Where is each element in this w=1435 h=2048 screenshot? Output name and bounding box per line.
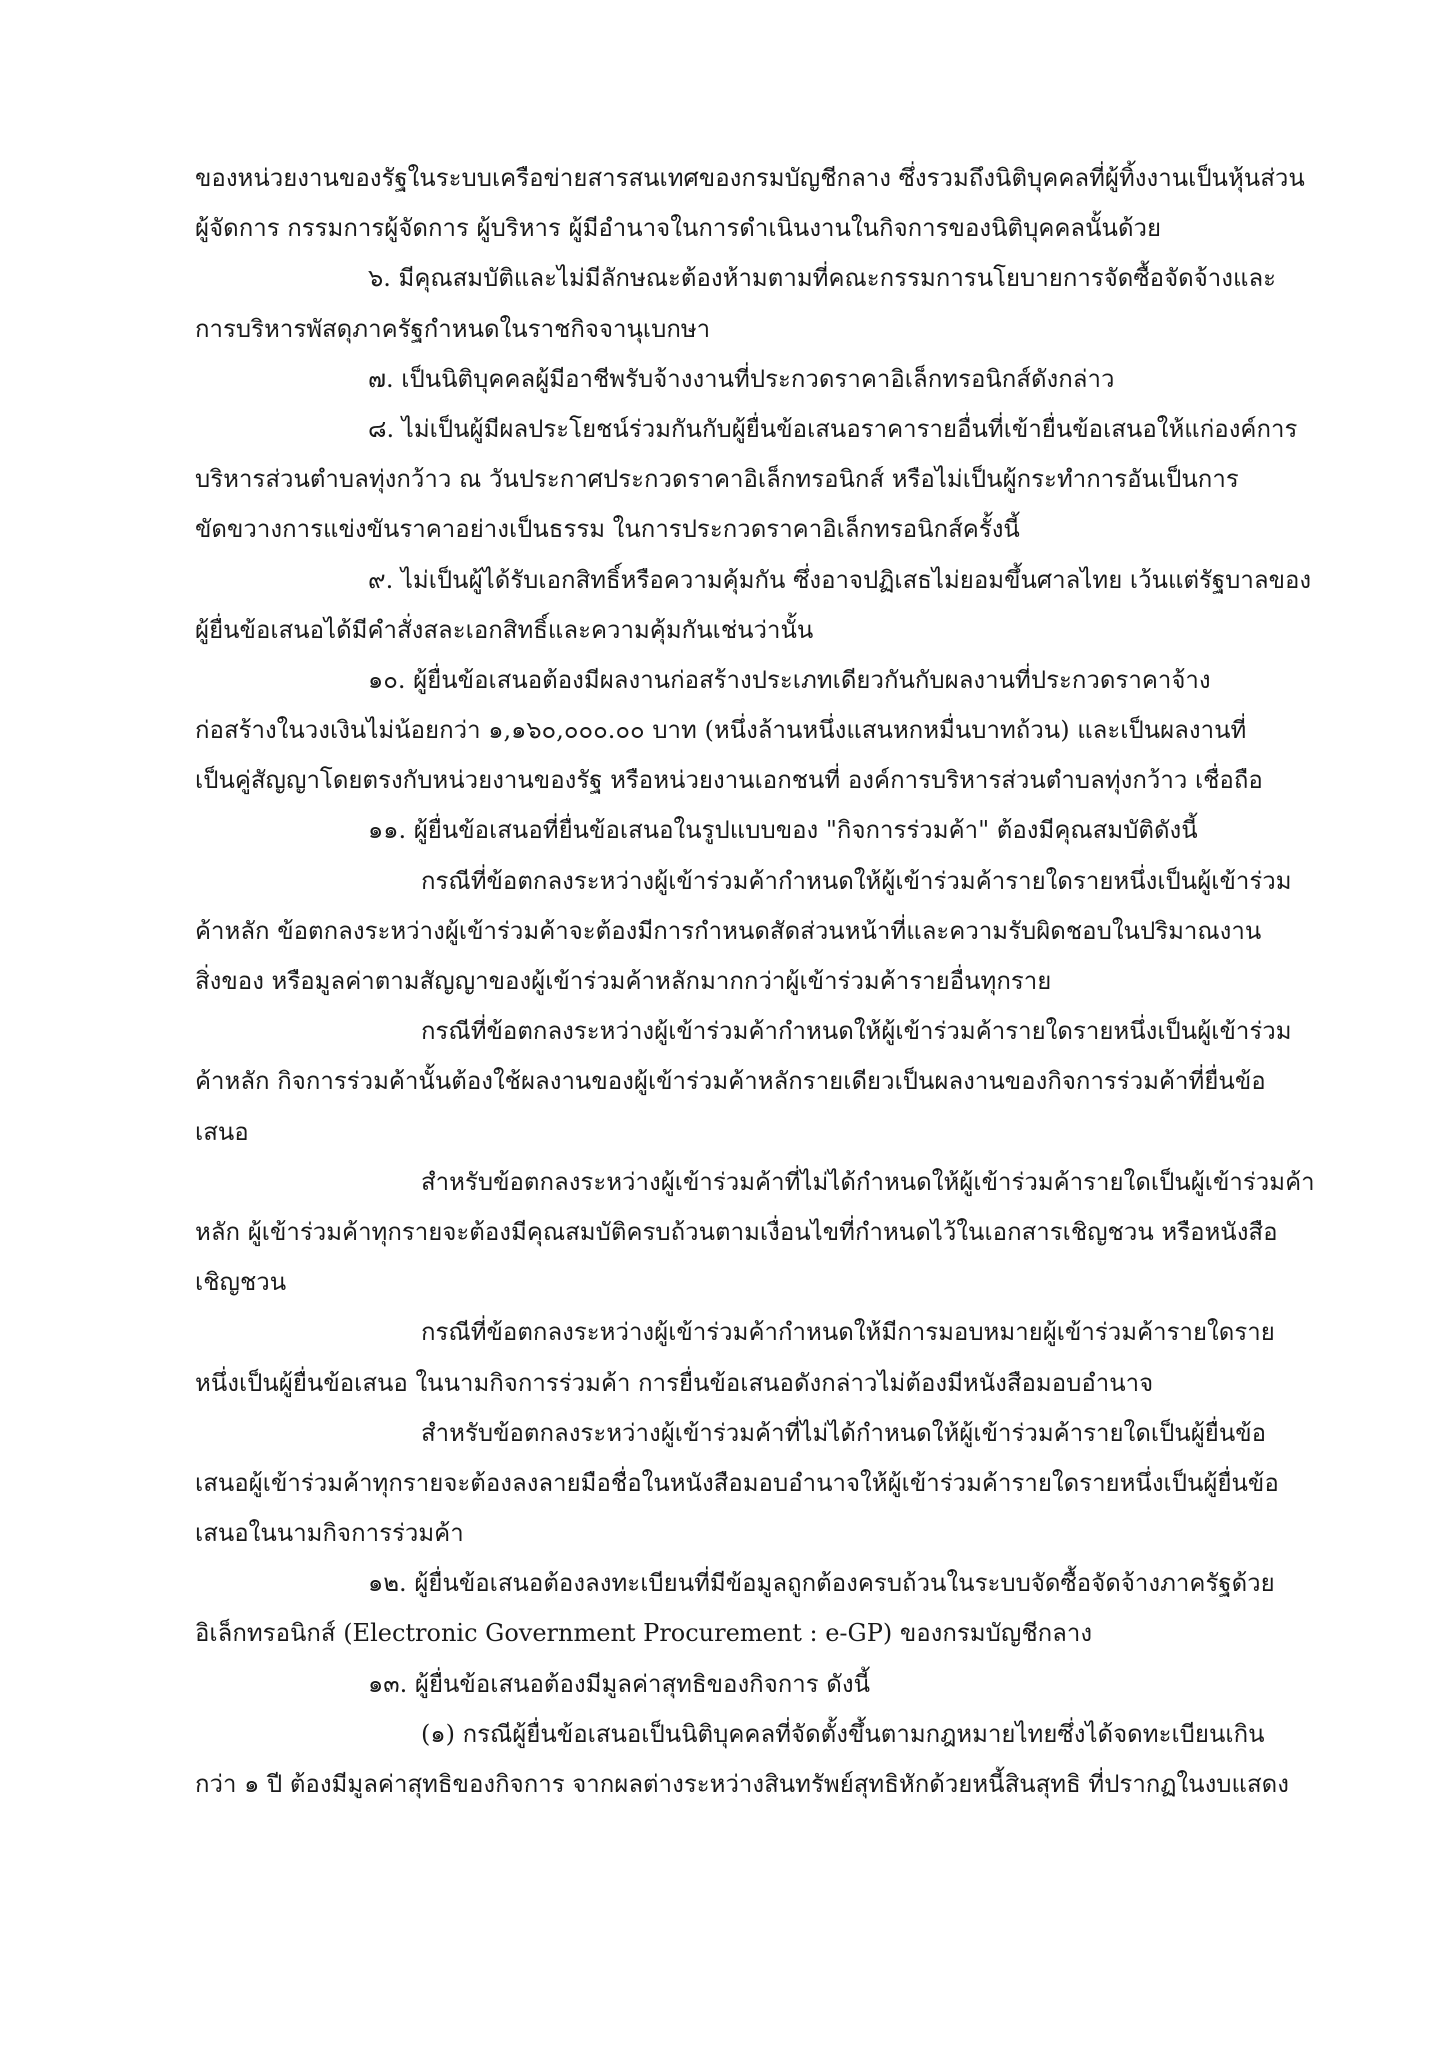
text-line: กรณีที่ข้อตกลงระหว่างผู้เข้าร่วมค้ากำหนดให้มีการมอบหมายผู้เข้าร่วมค้ารายใดราย xyxy=(421,1318,1275,1347)
text-line: ค้าหลัก กิจการร่วมค้านั้นต้องใช้ผลงานของผู้เข้าร่วมค้าหลักรายเดียวเป็นผลงานของกิจการร่วมค้าที่ยื่นข้อ xyxy=(195,1067,1266,1096)
text-line: ก่อสร้างในวงเงินไม่น้อยกว่า ๑,๑๖๐,๐๐๐.๐๐ บาท (หนึ่งล้านหนึ่งแสนหกหมื่นบาทถ้วน) และเป็นผลงานที่ xyxy=(195,716,1247,745)
document-body xyxy=(195,153,1320,1809)
text-line: เสนอ xyxy=(195,1117,249,1146)
text-line: ๖. มีคุณสมบัติและไม่มีลักษณะต้องห้ามตามที่คณะกรรมการนโยบายการจัดซื้อจัดจ้างและ xyxy=(368,264,1277,293)
text-line: บริหารส่วนตำบลทุ่งกว้าว ณ วันประกาศประกวดราคาอิเล็กทรอนิกส์ หรือไม่เป็นผู้กระทำการอันเป็นการ xyxy=(195,465,1239,494)
text-line: อิเล็กทรอนิกส์ (Electronic Government Procurement : e-GP) ของกรมบัญชีกลาง xyxy=(195,1619,1093,1648)
text-line: ผู้จัดการ กรรมการผู้จัดการ ผู้บริหาร ผู้มีอำนาจในการดำเนินงานในกิจการของนิติบุคคลนั้นด้วย xyxy=(195,214,1162,243)
text-line: กรณีที่ข้อตกลงระหว่างผู้เข้าร่วมค้ากำหนดให้ผู้เข้าร่วมค้ารายใดรายหนึ่งเป็นผู้เข้าร่วม xyxy=(421,1017,1292,1046)
text-line: เสนอผู้เข้าร่วมค้าทุกรายจะต้องลงลายมือชื่อในหนังสือมอบอำนาจให้ผู้เข้าร่วมค้ารายใดรายหนึ่งเป็นผู้ยื่นข้อ xyxy=(195,1468,1279,1497)
text-line: ๑๒. ผู้ยื่นข้อเสนอต้องลงทะเบียนที่มีข้อมูลถูกต้องครบถ้วนในระบบจัดซื้อจัดจ้างภาครัฐด้วย xyxy=(368,1569,1275,1598)
text-line: ขัดขวางการแข่งขันราคาอย่างเป็นธรรม ในการประกวดราคาอิเล็กทรอนิกส์ครั้งนี้ xyxy=(195,515,1020,544)
text-line: ๗. เป็นนิติบุคคลผู้มีอาชีพรับจ้างงานที่ประกวดราคาอิเล็กทรอนิกส์ดังกล่าว xyxy=(368,364,1115,393)
text-line: หลัก ผู้เข้าร่วมค้าทุกรายจะต้องมีคุณสมบัติครบถ้วนตามเงื่อนไขที่กำหนดไว้ในเอกสารเชิญชวน หรือหนังสือ xyxy=(195,1217,1278,1246)
text-line: สำหรับข้อตกลงระหว่างผู้เข้าร่วมค้าที่ไม่ได้กำหนดให้ผู้เข้าร่วมค้ารายใดเป็นผู้ยื่นข้อ xyxy=(421,1418,1267,1447)
text-line: การบริหารพัสดุภาครัฐกำหนดในราชกิจจานุเบกษา xyxy=(195,314,711,343)
text-line: เป็นคู่สัญญาโดยตรงกับหน่วยงานของรัฐ หรือหน่วยงานเอกชนที่ องค์การบริหารส่วนตำบลทุ่งกว้าว เชื่อถือ xyxy=(195,766,1263,795)
text-line: ของหน่วยงานของรัฐในระบบเครือข่ายสารสนเทศของกรมบัญชีกลาง ซึ่งรวมถึงนิติบุคคลที่ผู้ทิ้งงานเป็นหุ้นส่วน xyxy=(195,164,1305,192)
text-line: ๑๑. ผู้ยื่นข้อเสนอที่ยื่นข้อเสนอในรูปแบบของ "กิจการร่วมค้า" ต้องมีคุณสมบัติดังนี้ xyxy=(368,816,1198,845)
text-line: ๑๓. ผู้ยื่นข้อเสนอต้องมีมูลค่าสุทธิของกิจการ ดังนี้ xyxy=(368,1669,871,1698)
text-line: กรณีที่ข้อตกลงระหว่างผู้เข้าร่วมค้ากำหนดให้ผู้เข้าร่วมค้ารายใดรายหนึ่งเป็นผู้เข้าร่วม xyxy=(421,866,1292,895)
text-line: สำหรับข้อตกลงระหว่างผู้เข้าร่วมค้าที่ไม่ได้กำหนดให้ผู้เข้าร่วมค้ารายใดเป็นผู้เข้าร่วมค้า xyxy=(421,1167,1315,1196)
text-line: สิ่งของ หรือมูลค่าตามสัญญาของผู้เข้าร่วมค้าหลักมากกว่าผู้เข้าร่วมค้ารายอื่นทุกราย xyxy=(195,967,1052,995)
text-line: เสนอในนามกิจการร่วมค้า xyxy=(195,1519,464,1548)
text-line: กว่า ๑ ปี ต้องมีมูลค่าสุทธิของกิจการ จากผลต่างระหว่างสินทรัพย์สุทธิหักด้วยหนี้สินสุทธิ ที่ปรากฏในงบแสดง xyxy=(195,1770,1289,1798)
text-line: เชิญชวน xyxy=(195,1268,287,1297)
text-line: ๘. ไม่เป็นผู้มีผลประโยชน์ร่วมกันกับผู้ยื่นข้อเสนอราคารายอื่นที่เข้ายื่นข้อเสนอให้แก่องค์การ xyxy=(368,414,1298,443)
text-line: (๑) กรณีผู้ยื่นข้อเสนอเป็นนิติบุคคลที่จัดตั้งขึ้นตามกฎหมายไทยซึ่งได้จดทะเบียนเกิน xyxy=(421,1719,1265,1748)
text-line: ๙. ไม่เป็นผู้ได้รับเอกสิทธิ์หรือความคุ้มกัน ซึ่งอาจปฏิเสธไม่ยอมขึ้นศาลไทย เว้นแต่รัฐบาลของ xyxy=(368,565,1312,594)
text-line: ค้าหลัก ข้อตกลงระหว่างผู้เข้าร่วมค้าจะต้องมีการกำหนดสัดส่วนหน้าที่และความรับผิดชอบในปริมาณงาน xyxy=(195,916,1262,945)
text-line: ๑๐. ผู้ยื่นข้อเสนอต้องมีผลงานก่อสร้างประเภทเดียวกันกับผลงานที่ประกวดราคาจ้าง xyxy=(368,665,1211,694)
text-line: ผู้ยื่นข้อเสนอได้มีคำสั่งสละเอกสิทธิ์และความคุ้มกันเช่นว่านั้น xyxy=(195,615,814,644)
text-line: หนึ่งเป็นผู้ยื่นข้อเสนอ ในนามกิจการร่วมค้า การยื่นข้อเสนอดังกล่าวไม่ต้องมีหนังสือมอบอำนาจ xyxy=(195,1368,1154,1397)
